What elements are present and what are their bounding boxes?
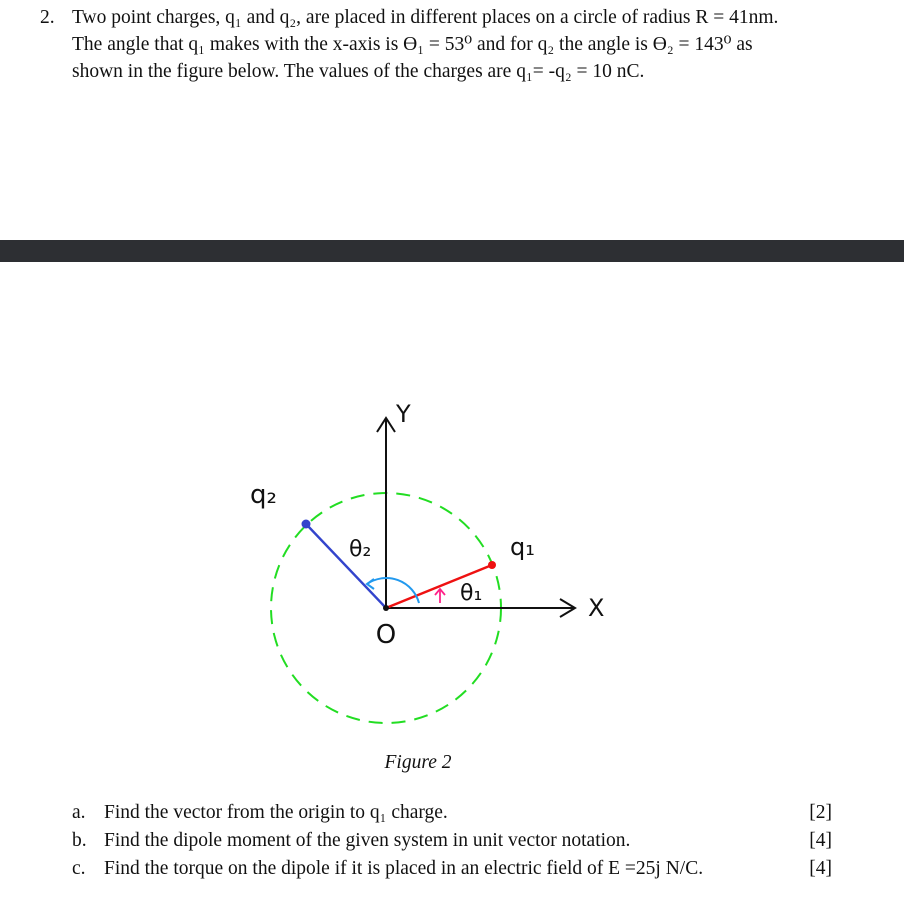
problem-line-2: The angle that q₁ makes with the x-axis is ϴ₁ = 53⁰ and for q₂ the angle is ϴ₂ = 143⁰ as — [72, 34, 753, 55]
question-marks: [2] — [809, 802, 832, 823]
question-list — [72, 799, 832, 883]
q1-dot — [488, 561, 496, 569]
q2-label: q₂ — [250, 480, 277, 510]
axis-x-label: X — [588, 594, 605, 622]
question-a — [72, 799, 832, 827]
question-b — [72, 827, 832, 855]
problem-text — [72, 4, 840, 85]
charge-circle-figure — [230, 390, 650, 740]
question-text: Find the vector from the origin to q₁ charge. — [104, 802, 448, 823]
axis-y-label: Y — [396, 400, 411, 428]
question-letter: c. — [72, 858, 86, 879]
problem-line-3: shown in the figure below. The values of the charges are q₁= -q₂ = 10 nC. — [72, 61, 645, 82]
question-letter: a. — [72, 802, 86, 823]
problem-line-1: Two point charges, q₁ and q₂, are placed in different places on a circle of radius R = 41nm. — [72, 7, 779, 28]
theta2-arc — [367, 578, 419, 603]
q1-label: q₁ — [510, 533, 535, 561]
question-c — [72, 855, 832, 883]
theta1-label: θ₁ — [460, 581, 483, 606]
question-text: Find the torque on the dipole if it is placed in an electric field of E =25j N/C. — [104, 858, 704, 879]
problem-statement — [40, 4, 840, 85]
q2-vector — [306, 524, 386, 608]
q2-dot — [302, 520, 311, 529]
figure-caption: Figure 2 — [384, 752, 452, 773]
question-letter: b. — [72, 830, 87, 851]
origin-dot — [383, 605, 389, 611]
problem-number: 2. — [40, 7, 55, 28]
question-marks: [4] — [809, 858, 832, 879]
question-marks: [4] — [809, 830, 832, 851]
theta2-label: θ₂ — [349, 537, 372, 562]
origin-label: O — [375, 620, 397, 650]
question-text: Find the dipole moment of the given system in unit vector notation. — [104, 830, 631, 851]
dark-separator-band — [0, 240, 904, 262]
